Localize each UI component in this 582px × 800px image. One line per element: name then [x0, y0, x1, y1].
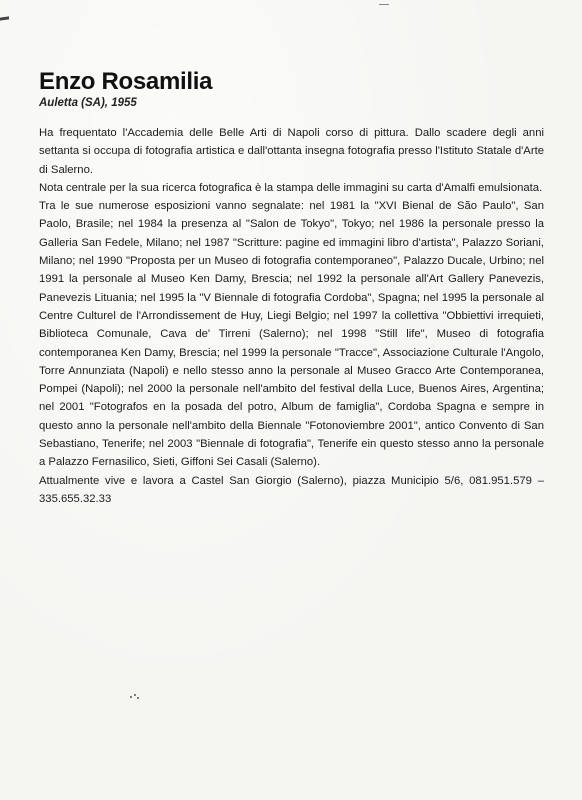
author-birthplace-date: Auletta (SA), 1955 — [39, 97, 137, 109]
paragraph-exhibitions: Tra le sue numerose esposizioni vanno segnalate: nel 1981 la "XVI Bienal de São Paulo", San Paolo, Brasile; nel 1984 la presenza al "Salon de Tokyo", Tokyo; nel 1986 la personale presso la Galleria San Fedele, Milano; nel 1987 "Scritture: pagine ed immagini libro d'artista", Palazzo Soriani, Milano; nel 1990 "Proposta per un Museo di fotografia contemporaneo", Palazzo Ducale, Urbino; nel 1991 la personale al Museo Ken Damy, Brescia; nel 1992 la personale all'Art Gallery Panevezis, Panevezis Lituania; nel 1995 la "V Biennale di fotografia Cordoba", Spagna; nel 1995 la personale al Centre Culturel de l'Arrondissement de Huy, Liegi Belgio; nel 1997 la collettiva "Obbiettivi irrequieti, Biblioteca Comunale, Cava de' Tirreni (Salerno); nel 1998 "Still life", Museo di fotografia contemporanea Ken Damy, Brescia; nel 1999 la personale "Tracce", Associazione Culturale l'Angolo, Torre Annunziata (Napoli) e nello stesso anno la personale al Museo Gracco Arte Contemporanea, Pompei (Napoli); nel 2000 la personale nell'ambito del festival della Luce, Buenos Aires, Argentina; nel 2001 "Fotografos en la posada del potro, Album de famiglia", Cordoba Spagna e sempre in questo anno la personale nell'ambito della Biennale "Fotonoviembre 2001", antico Convento di San Sebastiano, Tenerife; nel 2003 "Biennale di fotografia", Tenerife ein questo stesso anno la personale a Palazzo Fernasilico, Sieti, Giffoni Sei Casali (Salerno). — [39, 200, 544, 469]
paragraph-contact: Attualmente vive e lavora a Castel San Giorgio (Salerno), piazza Municipio 5/6, 081.951.579 – 335.655.32.33 — [39, 474, 544, 505]
paragraph-education: Ha frequentato l'Accademia delle Belle Arti di Napoli corso di pittura. Dallo scadere degli anni settanta si occupa di fotografia artistica e dall'ottanta insegna fotografia presso l'Istituto Statale d'Arte di Salerno. — [39, 127, 544, 176]
biography-text — [39, 124, 544, 508]
author-name: Enzo Rosamilia — [39, 68, 213, 95]
scan-mark — [0, 16, 9, 20]
scan-mark — [379, 4, 389, 5]
scan-speck — [130, 694, 140, 700]
paragraph-technique: Nota centrale per la sua ricerca fotografica è la stampa delle immagini su carta d'Amalfi emulsionata. — [39, 181, 543, 194]
